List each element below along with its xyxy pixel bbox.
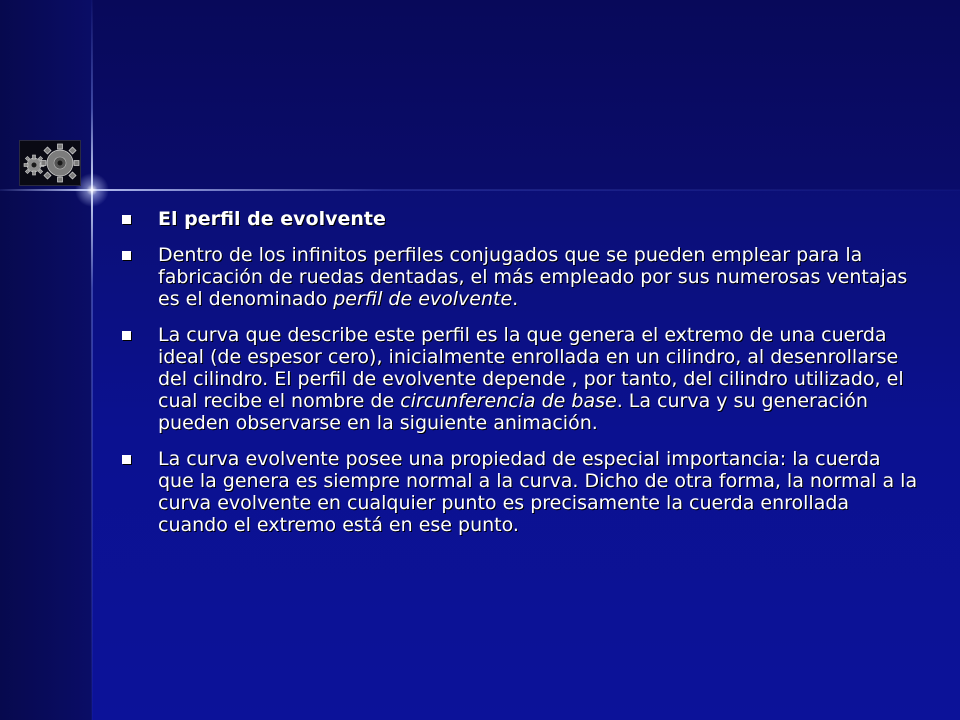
- slide-title: El perfil de evolvente: [158, 208, 386, 230]
- bullet-text: La curva que describe este perfil es la que genera el extremo de una cuerda ideal (de espesor cero), inicialmente enrollada en un cilindro, al desenrollarse del cilindro. El perfil de evolvente depende , por tanto, del cilindro utilizado, el cual recibe el nombre de: [158, 324, 904, 412]
- bullet-text-italic: perfil de evolvente: [333, 288, 513, 310]
- bullet-text: .: [512, 288, 519, 310]
- bullet-item-property: [118, 448, 918, 536]
- square-bullet-icon: [122, 455, 131, 464]
- bullet-item-definition: [118, 244, 918, 310]
- bullet-text-italic: circunferencia de base: [400, 390, 617, 412]
- square-bullet-icon: [122, 215, 131, 224]
- bullet-text: La curva evolvente posee una propiedad de especial importancia: la cuerda que la genera es siempre normal a la curva. Dicho de otra forma, la normal a la curva evolvente en cualquier punto es precisamente la cuerda enrollada cuando el extremo está en ese punto.: [158, 448, 918, 536]
- top-band: [92, 0, 960, 190]
- bullet-text: Dentro de los infinitos perfiles conjugados que se pueden emplear para la fabricación de ruedas dentadas, el más empleado por sus numerosas ventajas es el denominado: [158, 244, 908, 310]
- gears-icon: [19, 140, 81, 186]
- square-bullet-icon: [122, 331, 131, 340]
- square-bullet-icon: [122, 251, 131, 260]
- bullet-list: [118, 208, 918, 550]
- bullet-text: . La curva y su generación pueden observarse en la siguiente animación.: [158, 390, 868, 434]
- vertical-light-line: [91, 0, 93, 720]
- horizontal-light-line: [0, 189, 960, 191]
- side-band: [0, 0, 92, 720]
- bullet-item-title: [118, 208, 918, 230]
- bullet-item-curve: [118, 324, 918, 434]
